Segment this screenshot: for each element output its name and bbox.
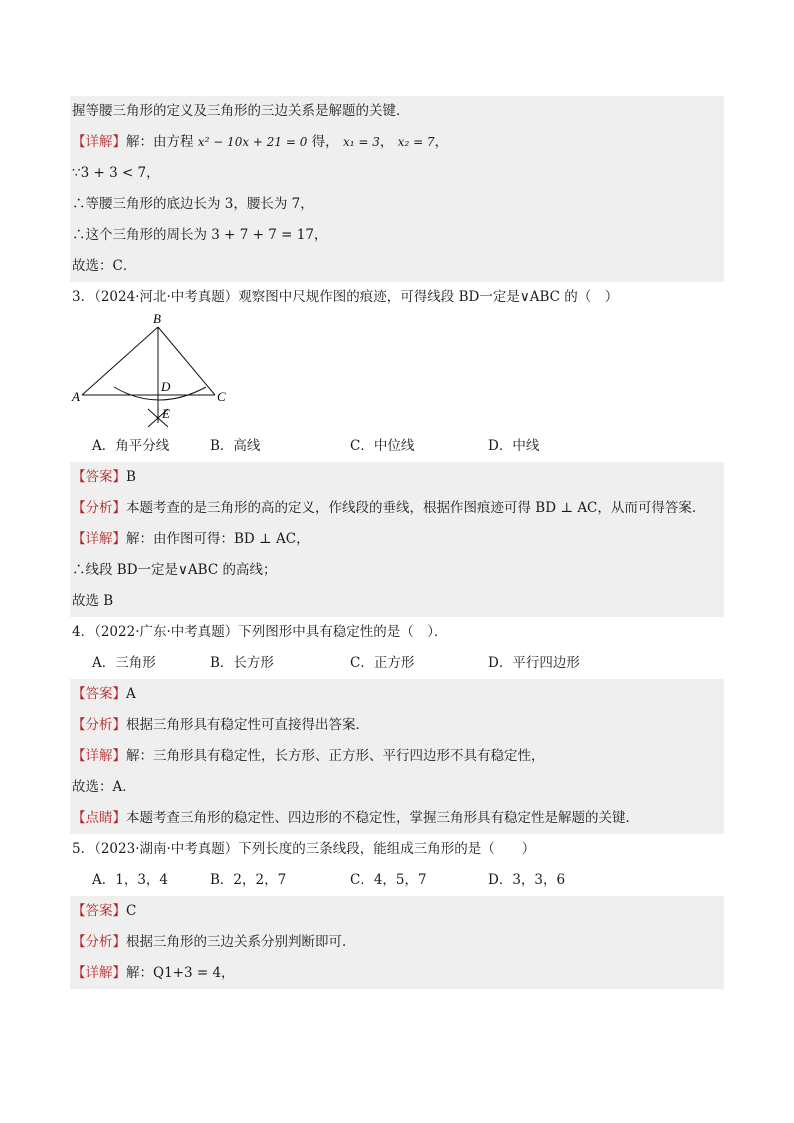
option-a: A．角平分线 xyxy=(92,438,170,454)
option-d: D．3，3，6 xyxy=(488,872,566,888)
option-b: B．高线 xyxy=(210,438,261,454)
analysis-line: 【分析】根据三角形的三边关系分别判断即可． xyxy=(72,934,356,950)
equation: x² − 10x + 21 = 0 xyxy=(197,135,308,149)
note-line: 【点睛】本题考查三角形的稳定性、四边形的不稳定性，掌握三角形具有稳定性是解题的关键． xyxy=(72,810,639,826)
solution-block-q3 xyxy=(70,462,724,617)
detail-line: 【详解】解：三角形具有稳定性，长方形、正方形、平行四边形不具有稳定性， xyxy=(72,748,545,764)
solution-line: 故选 B xyxy=(72,593,114,609)
analysis-line: 【分析】根据三角形具有稳定性可直接得出答案． xyxy=(72,717,369,733)
construction-arc xyxy=(114,387,206,400)
solution-detail-line: 【详解】解：由方程 x² − 10x + 21 = 0 得， x₁ = 3， x₂ = 7， xyxy=(72,134,449,150)
solution-block-q2 xyxy=(70,96,724,282)
label-c: C xyxy=(217,389,226,404)
solution-line: ∴等腰三角形的底边长为 3，腰长为 7， xyxy=(72,196,314,212)
solution-line: 故选：A． xyxy=(72,779,136,795)
label-b: B xyxy=(153,313,161,326)
analysis-line: 【分析】本题考查的是三角形的高的定义，作线段的垂线，根据作图痕迹可得 BD ⊥ AC，从而可得答案． xyxy=(72,500,706,516)
option-c: C．中位线 xyxy=(350,438,415,454)
root-x1: x₁ = 3 xyxy=(342,135,380,149)
option-d: D．平行四边形 xyxy=(488,655,580,671)
question-4-stem: 4．（2022·广东·中考真题）下列图形中具有稳定性的是（ ）． xyxy=(72,624,448,640)
label-e: E xyxy=(162,406,170,421)
solution-line: 故选：C． xyxy=(72,258,137,274)
option-c: C．4，5，7 xyxy=(350,872,427,888)
q3-figure xyxy=(70,313,724,431)
label-d: D xyxy=(161,379,171,394)
q3-options xyxy=(70,431,724,462)
option-a: A．1，3，4 xyxy=(92,872,169,888)
solution-line: ∵3 + 3 < 7， xyxy=(72,165,160,181)
document-page xyxy=(70,96,724,989)
triangle-construction-diagram xyxy=(70,313,270,431)
option-c: C．正方形 xyxy=(350,655,415,671)
answer-line: 【答案】B xyxy=(72,469,136,485)
option-d: D．中线 xyxy=(488,438,540,454)
root-x2: x₂ = 7 xyxy=(397,135,435,149)
q4-options xyxy=(70,648,724,679)
solution-line: 握等腰三角形的定义及三角形的三边关系是解题的关键． xyxy=(72,103,410,119)
solution-block-q5 xyxy=(70,896,724,989)
solution-line: ∴这个三角形的周长为 3 + 7 + 7 = 17， xyxy=(72,227,328,243)
side-ab xyxy=(82,327,158,395)
answer-line: 【答案】A xyxy=(72,686,136,702)
question-3-stem: 3．（2024·河北·中考真题）观察图中尺规作图的痕迹，可得线段 BD一定是∨ABC 的（ ） xyxy=(72,289,619,305)
solution-block-q4 xyxy=(70,679,724,834)
answer-line: 【答案】C xyxy=(72,903,137,919)
detail-line: 【详解】解：Q1+3 = 4， xyxy=(72,965,235,981)
option-a: A．三角形 xyxy=(92,655,156,671)
q5-options xyxy=(70,865,724,896)
label-a: A xyxy=(72,389,80,404)
option-b: B．2，2，7 xyxy=(210,872,287,888)
detail-tag: 【详解】 xyxy=(72,134,126,150)
question-5-stem: 5．（2023·湖南·中考真题）下列长度的三条线段，能组成三角形的是（ ） xyxy=(72,841,536,857)
detail-line: 【详解】解：由作图可得：BD ⊥ AC， xyxy=(72,531,310,547)
option-b: B．长方形 xyxy=(210,655,274,671)
solution-line: ∴线段 BD一定是∨ABC 的高线； xyxy=(72,562,277,578)
